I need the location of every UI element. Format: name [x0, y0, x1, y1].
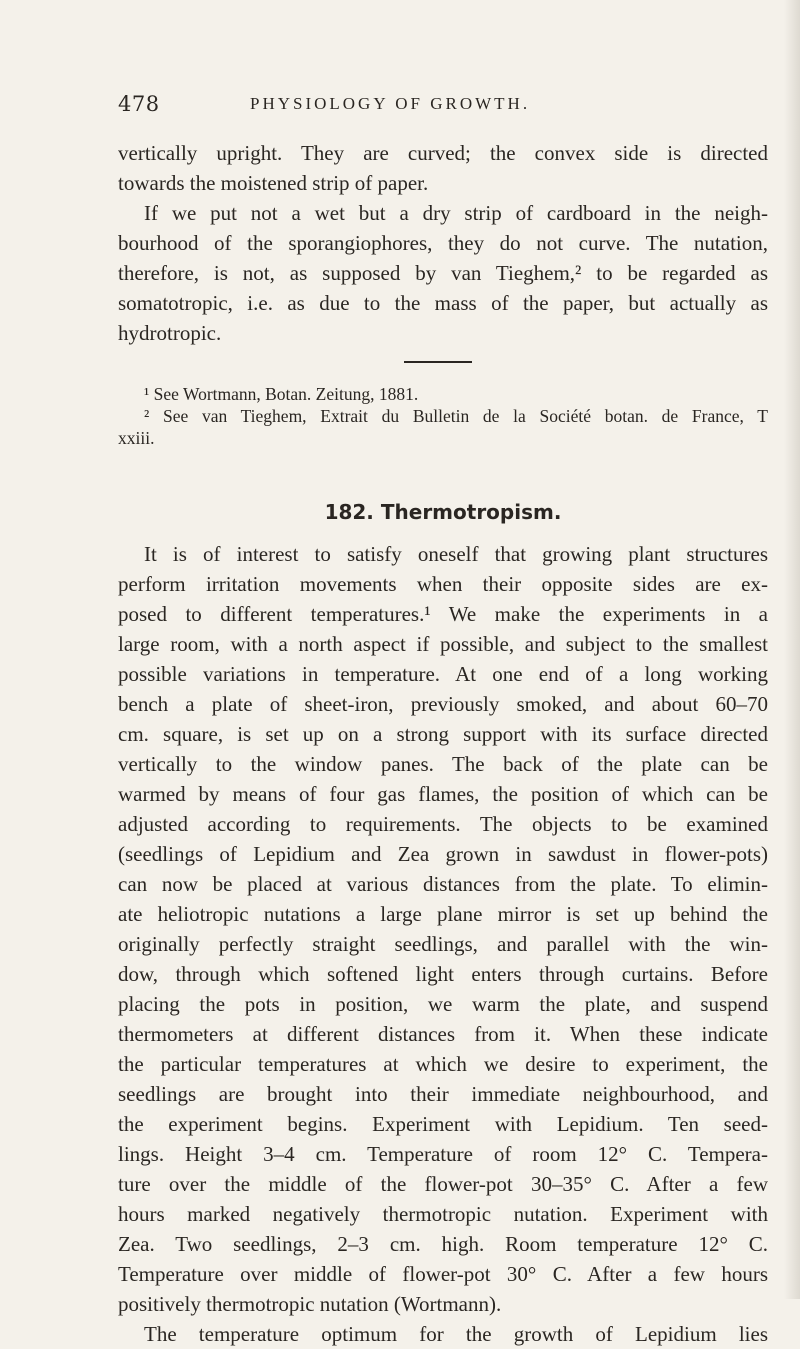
text-line: thermometers at different distances from it. When these indicate [118, 1022, 768, 1046]
text-line: posed to different temperatures.¹ We make the experiments in a [118, 602, 768, 626]
page-number: 478 [118, 92, 160, 116]
text-line: dow, through which softened light enters through curtains. Before [118, 962, 768, 986]
text-line: the particular temperatures at which we desire to experiment, the [118, 1052, 768, 1076]
text-line: vertically to the window panes. The back of the plate can be [118, 752, 768, 776]
text-line: warmed by means of four gas flames, the position of which can be [118, 782, 768, 806]
footnotes [118, 383, 768, 449]
text-line: hours marked negatively thermotropic nutation. Experiment with [118, 1202, 768, 1226]
text-line: can now be placed at various distances from the plate. To elimin- [118, 872, 768, 896]
text-line: cm. square, is set up on a strong support with its surface directed [118, 722, 768, 746]
text-line: bourhood of the sporangiophores, they do not curve. The nutation, [118, 231, 768, 255]
footnote-line: xxiii. [118, 428, 155, 448]
page-header [118, 92, 758, 118]
text-line: possible variations in temperature. At one end of a long working [118, 662, 768, 686]
text-line: towards the moistened strip of paper. [118, 171, 429, 195]
section-body [118, 539, 768, 1349]
text-line: perform irritation movements when their opposite sides are ex- [118, 572, 768, 596]
section-heading: 182. Thermotropism. [324, 500, 562, 524]
text-line: therefore, is not, as supposed by van Tieghem,² to be regarded as [118, 261, 768, 285]
text-line: ate heliotropic nutations a large plane mirror is set up behind the [118, 902, 768, 926]
text-line: placing the pots in position, we warm the plate, and suspend [118, 992, 768, 1016]
footnote-line: ¹ See Wortmann, Botan. Zeitung, 1881. [144, 384, 419, 404]
text-line: positively thermotropic nutation (Wortmann). [118, 1292, 502, 1316]
page-edge-shadow [784, 0, 800, 1299]
text-line: The temperature optimum for the growth of Lepidium lies [144, 1322, 768, 1346]
text-line: Temperature over middle of flower-pot 30° C. After a few hours [118, 1262, 768, 1286]
text-line: hydrotropic. [118, 321, 222, 345]
text-line: It is of interest to satisfy oneself that growing plant structures [144, 542, 768, 566]
footnote-separator-rule [404, 361, 472, 363]
footnote-line: ² See van Tieghem, Extrait du Bulletin de la Société botan. de France, T [144, 406, 768, 426]
text-line: somatotropic, i.e. as due to the mass of the paper, but actually as [118, 291, 768, 315]
text-line: If we put not a wet but a dry strip of cardboard in the neigh- [144, 201, 768, 225]
text-line: Zea. Two seedlings, 2–3 cm. high. Room temperature 12° C. [118, 1232, 768, 1256]
text-line: (seedlings of Lepidium and Zea grown in sawdust in flower-pots) [118, 842, 768, 866]
text-line: bench a plate of sheet-iron, previously smoked, and about 60–70 [118, 692, 768, 716]
text-line: the experiment begins. Experiment with Lepidium. Ten seed- [118, 1112, 768, 1136]
text-line: seedlings are brought into their immediate neighbourhood, and [118, 1082, 768, 1106]
running-title: PHYSIOLOGY OF GROWTH. [250, 94, 531, 113]
text-line: adjusted according to requirements. The objects to be examined [118, 812, 768, 836]
top-paragraph [118, 138, 768, 348]
text-line: originally perfectly straight seedlings, and parallel with the win- [118, 932, 768, 956]
text-line: large room, with a north aspect if possible, and subject to the smallest [118, 632, 768, 656]
text-line: ture over the middle of the flower-pot 30–35° C. After a few [118, 1172, 768, 1196]
text-line: lings. Height 3–4 cm. Temperature of room 12° C. Tempera- [118, 1142, 768, 1166]
text-line: vertically upright. They are curved; the convex side is directed [118, 141, 768, 165]
